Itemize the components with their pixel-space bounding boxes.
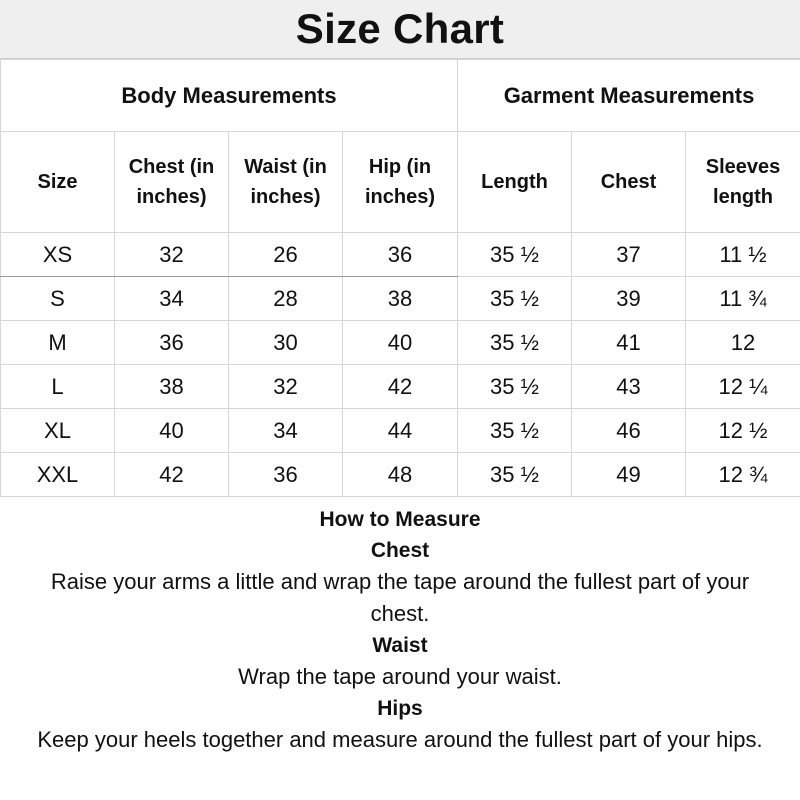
cell-chest: 39 bbox=[572, 277, 686, 321]
cell-length: 35 ½ bbox=[458, 409, 572, 453]
how-to-measure-section bbox=[0, 504, 800, 756]
group-header-body: Body Measurements bbox=[1, 60, 458, 132]
column-header-sleeves-length: Sleeves length bbox=[686, 132, 800, 233]
cell-hip-inches: 48 bbox=[343, 453, 458, 497]
cell-chest-inches: 42 bbox=[115, 453, 229, 497]
cell-sleeves-length: 12 bbox=[686, 321, 800, 365]
cell-sleeves-length: 11 ½ bbox=[686, 233, 800, 277]
cell-hip-inches: 44 bbox=[343, 409, 458, 453]
column-header-row bbox=[1, 132, 800, 233]
cell-sleeves-length: 11 ¾ bbox=[686, 277, 800, 321]
cell-waist-inches: 30 bbox=[229, 321, 343, 365]
chest-heading: Chest bbox=[370, 539, 430, 562]
cell-length: 35 ½ bbox=[458, 277, 572, 321]
hips-instructions: Keep your heels together and measure around the fullest part of your hips. bbox=[37, 727, 763, 752]
cell-size: XS bbox=[1, 233, 115, 277]
cell-sleeves-length: 12 ½ bbox=[686, 409, 800, 453]
cell-length: 35 ½ bbox=[458, 453, 572, 497]
cell-size: XXL bbox=[1, 453, 115, 497]
cell-chest-inches: 38 bbox=[115, 365, 229, 409]
table-row bbox=[1, 453, 800, 497]
cell-sleeves-length: 12 ¼ bbox=[686, 365, 800, 409]
cell-chest-inches: 32 bbox=[115, 233, 229, 277]
cell-length: 35 ½ bbox=[458, 233, 572, 277]
table-row bbox=[1, 233, 800, 277]
cell-size: L bbox=[1, 365, 115, 409]
cell-sleeves-length: 12 ¾ bbox=[686, 453, 800, 497]
page-title: Size Chart bbox=[295, 5, 505, 52]
cell-chest: 43 bbox=[572, 365, 686, 409]
cell-size: M bbox=[1, 321, 115, 365]
cell-chest: 41 bbox=[572, 321, 686, 365]
cell-waist-inches: 34 bbox=[229, 409, 343, 453]
column-header-length: Length bbox=[458, 132, 572, 233]
cell-hip-inches: 36 bbox=[343, 233, 458, 277]
cell-waist-inches: 28 bbox=[229, 277, 343, 321]
hips-heading: Hips bbox=[377, 697, 423, 720]
table-row bbox=[1, 321, 800, 365]
column-header-chest-inches: Chest (in inches) bbox=[115, 132, 229, 233]
cell-waist-inches: 36 bbox=[229, 453, 343, 497]
cell-hip-inches: 40 bbox=[343, 321, 458, 365]
cell-hip-inches: 38 bbox=[343, 277, 458, 321]
cell-waist-inches: 26 bbox=[229, 233, 343, 277]
cell-chest: 37 bbox=[572, 233, 686, 277]
cell-length: 35 ½ bbox=[458, 321, 572, 365]
cell-chest-inches: 40 bbox=[115, 409, 229, 453]
table-row bbox=[1, 277, 800, 321]
cell-chest: 49 bbox=[572, 453, 686, 497]
cell-size: S bbox=[1, 277, 115, 321]
table-row bbox=[1, 409, 800, 453]
column-header-size: Size bbox=[1, 132, 115, 233]
chest-instructions: Raise your arms a little and wrap the tape around the fullest part of your chest. bbox=[50, 569, 750, 626]
cell-waist-inches: 32 bbox=[229, 365, 343, 409]
how-to-measure-heading: How to Measure bbox=[319, 508, 481, 531]
cell-size: XL bbox=[1, 409, 115, 453]
table-row bbox=[1, 365, 800, 409]
group-header-garment: Garment Measurements bbox=[458, 60, 800, 132]
cell-length: 35 ½ bbox=[458, 365, 572, 409]
cell-hip-inches: 42 bbox=[343, 365, 458, 409]
column-header-waist-inches: Waist (in inches) bbox=[229, 132, 343, 233]
cell-chest-inches: 34 bbox=[115, 277, 229, 321]
cell-chest-inches: 36 bbox=[115, 321, 229, 365]
waist-heading: Waist bbox=[372, 634, 428, 657]
cell-chest: 46 bbox=[572, 409, 686, 453]
size-chart-table bbox=[0, 59, 800, 497]
waist-instructions: Wrap the tape around your waist. bbox=[238, 664, 562, 689]
column-header-chest: Chest bbox=[572, 132, 686, 233]
column-header-hip-inches: Hip (in inches) bbox=[343, 132, 458, 233]
group-header-row bbox=[1, 60, 800, 132]
title-bar bbox=[0, 0, 800, 59]
